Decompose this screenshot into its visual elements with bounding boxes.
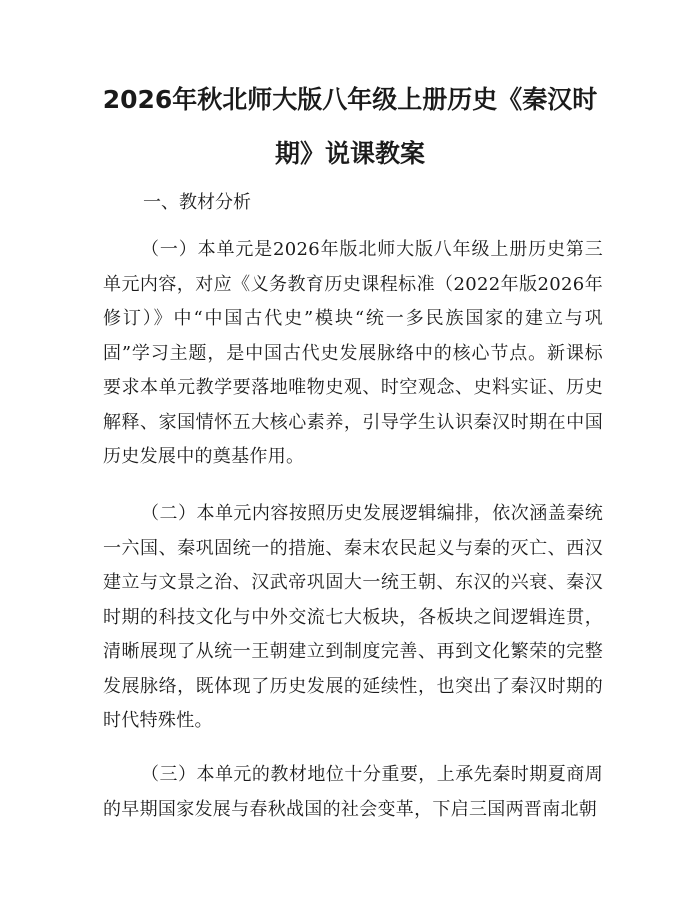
document-title: 2026年秋北师大版八年级上册历史《秦汉时期》说课教案 (102, 85, 598, 168)
paragraph-2: （二）本单元内容按照历史发展逻辑编排，依次涵盖秦统一六国、秦巩固统一的措施、秦末农民起义与秦的灭亡、西汉建立与文景之治、汉武帝巩固大一统王朝、东汉的兴衰、秦汉时期的科技文化与中外交流七大板块，各板块之间逻辑连贯，清晰展现了从统一王朝建立到制度完善、再到文化繁荣的完整发展脉络，既体现了历史发展的延续性，也突出了秦汉时期的时代特殊性。 (103, 503, 603, 731)
paragraph-1: （一）本单元是2026年版北师大版八年级上册历史第三单元内容，对应《义务教育历史课程标准（2022年版2026年修订）》中“中国古代史”模块“统一多民族国家的建立与巩固”学习主题，是中国古代史发展脉络中的核心节点。新课标要求本单元教学要落地唯物史观、时空观念、史料实证、历史解释、家国情怀五大核心素养，引导学生认识秦汉时期在中国历史发展中的奠基作用。 (103, 239, 603, 467)
paragraph-3: （三）本单元的教材地位十分重要，上承先秦时期夏商周的早期国家发展与春秋战国的社会变革，下启三国两晋南北朝 (103, 764, 603, 820)
section-heading: 一、教材分析 (143, 192, 251, 213)
